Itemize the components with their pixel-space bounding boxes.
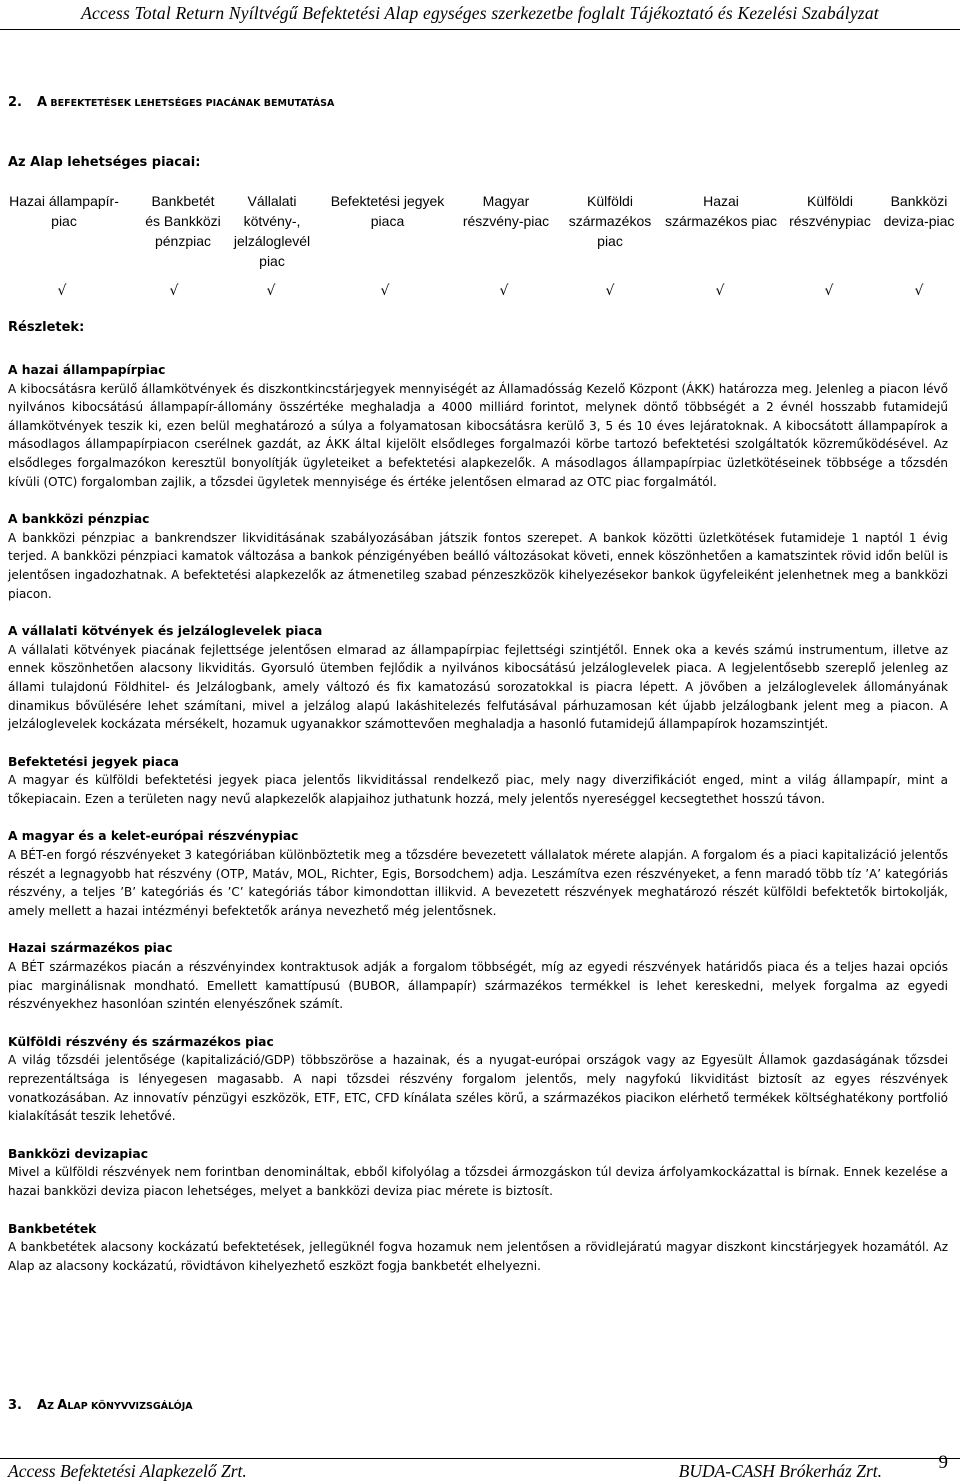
market-label: Magyar részvény-piac	[462, 193, 550, 229]
section-number: 3.	[8, 1398, 22, 1413]
section-title-initial: A	[57, 1398, 68, 1413]
section-interbank-money-market	[8, 510, 948, 603]
check-icon: √	[57, 283, 67, 299]
page-number: 9	[938, 1452, 948, 1473]
details-label: Részletek:	[8, 320, 85, 335]
check-icon: √	[824, 283, 834, 299]
section-heading: A magyar és a kelet-európai részvénypiac	[8, 829, 299, 844]
market-label: Hazai származékos piac	[664, 193, 778, 229]
section-title: LAP KÖNYVVIZSGÁLÓJA	[67, 1401, 193, 1412]
check-icon: √	[499, 283, 509, 299]
section-heading: Hazai származékos piac	[8, 941, 173, 956]
section-2-heading	[8, 95, 334, 110]
check-icon: √	[605, 283, 615, 299]
section-heading: A bankközi pénzpiac	[8, 512, 150, 527]
section-title-initial: A	[37, 1398, 48, 1413]
check-icon: √	[169, 283, 179, 299]
running-header: Access Total Return Nyíltvégű Befektetési Alap egységes szerkezetbe foglalt Tájékoztató és Kezelési Szabályzat	[0, 0, 960, 30]
market-label: Befektetési jegyek piaca	[330, 193, 445, 229]
section-body: A vállalati kötvények piacának fejlettsége jelentősen elmarad az állampapírpiac fejlettségi szintjétől. Ennek oka a kevés számú instrumentum, illetve az ennek köszönhetően alacsony likviditás. Gyorsuló ütemben fejlődik a nyilvános kibocsátású jelzáloglevelek piaca. A legjelentősebb szereplő jelenleg az állami tulajdonú Földhitel- és Jelzálogbank, amely változó és fix kamatozású sorozatokkal is piacra lépett. A jövőben a jelzáloglevelek állományának dinamikus bővülésére lehet számítani, mivel a jelzálog alapú lakáshitelezés felfutásával párhuzamosan két újabb jelzálogbank jelent meg a piacon. A jelzáloglevelek kockázata mérsékelt, hozamuk ugyanakkor számottevően meghaladja a hasonló futamidejű állampapírok hozamszintjét.	[8, 642, 948, 732]
checkmark-row	[0, 283, 960, 303]
footer-divider	[0, 1458, 960, 1459]
market-label: Vállalati kötvény-, jelzáloglevél piac	[233, 193, 311, 269]
section-title: Z	[47, 1401, 54, 1412]
section-heading: A hazai állampapírpiac	[8, 363, 166, 377]
section-3-heading	[8, 1398, 193, 1413]
section-body: A világ tőzsdéi jelentősége (kapitalizáció/GDP) többszöröse a hazainak, és a nyugat-európai országok vagy az Egyesült Államok gazdaságának tőzsdei reprezentáltsága is lényegesen magasabb. A napi tőzsdei részvény forgalom jelentős, mely nagyfokú likviditást biztosít az egyes részvények vonatkozásában. Az innovatív pénzügyi eszközök, ETF, ETC, CFD kínálata széles körű, a származékos piacikon elérhető termékek költséghatékony portfolió kialakítását teszik lehetővé.	[8, 1053, 948, 1124]
market-label: Hazai állampapír- piac	[9, 193, 119, 229]
section-title-initial: A	[37, 95, 48, 110]
section-corporate-bonds	[8, 622, 948, 734]
section-state-securities	[8, 361, 948, 491]
market-label: Külföldi származékos piac	[568, 193, 652, 249]
section-title: BEFEKTETÉSEK LEHETSÉGES PIACÁNAK BEMUTATÁSA	[50, 98, 335, 109]
section-body: A kibocsátásra kerülő államkötvények és diszkontkincstárjegyek mennyiségét az Államadósság Kezelő Központ (ÁKK) határozza meg. Jelenleg a piacon lévő nyilvános kibocsátású állampapír-állomány összértéke meghaladja a 4000 milliárd forintot, melynek döntő többségét a 2 évnél hosszabb futamidejű államkötvények teszik ki, ezen belül meghatározó a súlya a folyamatosan kibocsátásra kerülő 3, 5 és 10 éves lejáratoknak. A kibocsátott állampapírok a másodlagos állampapírpiacon cserélnek gazdát, az ÁKK által kijelölt elsődleges forgalmazói körbe tartozó befektetési szolgáltatók közreműködésével. Az elsődleges forgalmazókon keresztül bonyolítják ügyleteiket a befektetési alapkezelők. A másodlagos állampapírpiac üzletkötéseinek többsége a tőzsdén kívüli (OTC) forgalomban zajlik, a tőzsdei ügyletek mennyisége és értéke jelentősen elmarad az OTC piac forgalmától.	[8, 381, 948, 489]
section-body: A bankközi pénzpiac a bankrendszer likviditásának szabályozásában játszik fontos szerepet. A bankok közötti üzletkötések futamideje 1 naptól 1 évig terjed. A bankközi pénzpiaci kamatok változása a bankok pénzigényében beálló változásokat követi, ennek köszönhetően a kamatszintek rövid időn belül is jelentősen ingadozhatnak. A befektetési alapkezelők az átmenetileg szabad pénzeszközök kihelyezésekor bankok ügyfeleiként jelenhetnek meg a bankközi piacon.	[8, 530, 948, 601]
section-domestic-derivatives	[8, 939, 948, 1013]
section-body: A bankbetétek alacsony kockázatú befektetések, jellegüknél fogva hozamuk nem jelentősen a rövidlejáratú magyar diszkont kincstárjegyek hozamától. Az Alap az alacsony kockázatú, rövidtávon kihelyezhető eszközt fogja bankbetét elhelyezni.	[8, 1240, 948, 1273]
footer-company-left: Access Befektetési Alapkezelő Zrt.	[8, 1461, 247, 1481]
section-body: Mivel a külföldi részvények nem forintban denomináltak, ebből kifolyólag a tőzsdei ármozgáskon túl deviza árfolyamkockázattal is bírnak. Ennek kezelése a hazai bankközi deviza piacon lehetséges, melyet a bankközi deviza piac mérete is biztosít.	[8, 1165, 948, 1198]
section-heading: Külföldi részvény és származékos piac	[8, 1034, 274, 1049]
section-body: A BÉT származékos piacán a részvényindex kontraktusok adják a forgalom többségét, míg az egyedi részvények határidős piaca és a teljes hazai opciós piac marginálisnak mondható. Emellett kamattípusú (BUBOR, állampapír) származékos termékkel is lehet kereskedni, melyek forgalma az egyedi részvényekhez hasonlóan szintén elenyészőnek számít.	[8, 960, 948, 1012]
check-icon: √	[266, 283, 276, 299]
market-label: Bankközi deviza-piac	[883, 193, 955, 229]
section-heading: A vállalati kötvények és jelzáloglevelek piaca	[8, 624, 323, 639]
section-body: A BÉT-en forgó részvényeket 3 kategóriában különböztetik meg a tőzsdére bevezetett vállalatok mérete alapján. A forgalom és a piaci kapitalizáció jelentős részét a legnagyobb hat részvény (OTP, Matáv, MOL, Richter, Egis, Borsodchem) adja. Leszámítva ezen részvényeket, a fenn maradó több tíz ’A’ kategóriás részvény, a teljes ’B’ kategóriás és ’C’ kategóriás tábor kimondottan illikvid. A bevezetett részvények meghatározó részét külföldi befektetők birtokolják, amely mellett a hazai intézményi befektetők aránya nevezhető még jelentősnek.	[8, 848, 948, 918]
markets-row	[0, 191, 960, 271]
section-number: 2.	[8, 95, 22, 110]
section-fx-market	[8, 1145, 948, 1201]
section-heading: Befektetési jegyek piaca	[8, 754, 179, 769]
check-icon: √	[380, 283, 390, 299]
market-details	[8, 361, 948, 1294]
footer-company-right: BUDA-CASH Brókerház Zrt.	[678, 1461, 882, 1481]
market-label: Bankbetét és Bankközi pénzpiac	[145, 193, 221, 249]
market-label: Külföldi részvénypiac	[789, 193, 871, 229]
section-bank-deposits	[8, 1220, 948, 1276]
check-icon: √	[715, 283, 725, 299]
section-investment-units	[8, 753, 948, 809]
check-icon: √	[914, 283, 924, 299]
section-foreign-equity-derivatives	[8, 1033, 948, 1126]
section-equity-market	[8, 827, 948, 920]
section-body: A magyar és külföldi befektetési jegyek piaca jelentős likviditással rendelkező piac, mely nagy diverzifikációt enged, mint a világ állampapír, mint a tőkepiacain. Ezen a területen nagy nevű alapkezelők alapjaihoz juthatunk hozzá, mely jelentős nyereséggel kecsegtethet hosszú távon.	[8, 773, 948, 806]
section-heading: Bankbetétek	[8, 1221, 97, 1236]
markets-subtitle: Az Alap lehetséges piacai:	[8, 155, 201, 170]
section-heading: Bankközi devizapiac	[8, 1146, 148, 1161]
